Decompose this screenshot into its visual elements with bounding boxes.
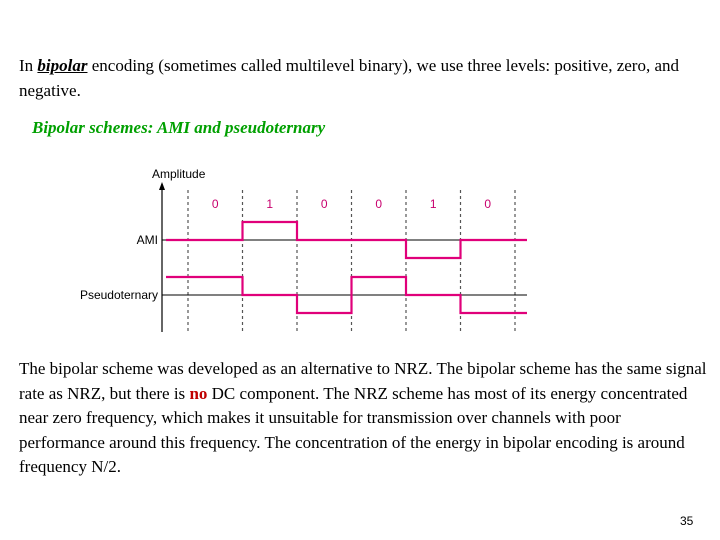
intro-suffix: encoding (sometimes called multilevel binary), we use three levels: positive, zero, and negative. — [19, 56, 679, 100]
signals — [166, 222, 527, 313]
bit-label: 0 — [375, 197, 383, 211]
encoding-diagram — [80, 160, 540, 340]
body-part-2: DC component. The NRZ scheme has most of its energy concentrated near zero frequency, which makes it unsuitable for transmission over channels with poor performance around this frequency. The concentration of the energy in bipolar encoding is around frequency N/2. — [19, 383, 688, 476]
y-axis-label: Amplitude — [152, 167, 206, 181]
bit-label: 0 — [320, 197, 328, 211]
body-part-1: The bipolar scheme was developed as an alternative to NRZ. The bipolar scheme has the same signal rate as NRZ, but there is — [19, 359, 707, 403]
intro-keyword: bipolar — [37, 56, 88, 75]
bit-label: 0 — [211, 197, 219, 211]
body-paragraph — [19, 357, 709, 480]
section-heading: Bipolar schemes: AMI and pseudoternary — [32, 118, 326, 137]
intro-paragraph — [19, 53, 709, 103]
signal-name: Pseudoternary — [80, 288, 158, 302]
signal-name: AMI — [136, 233, 158, 247]
bipolar-encoding-figure — [80, 160, 540, 340]
bit-label: 0 — [484, 197, 492, 211]
bit-label: 1 — [266, 197, 274, 211]
signal-waveform — [166, 222, 527, 258]
body-emphasis: no — [189, 383, 208, 403]
intro-prefix: In — [19, 56, 38, 75]
y-axis-arrow-icon — [159, 182, 165, 190]
bit-label: 1 — [429, 197, 437, 211]
page-number: 35 — [680, 514, 694, 528]
